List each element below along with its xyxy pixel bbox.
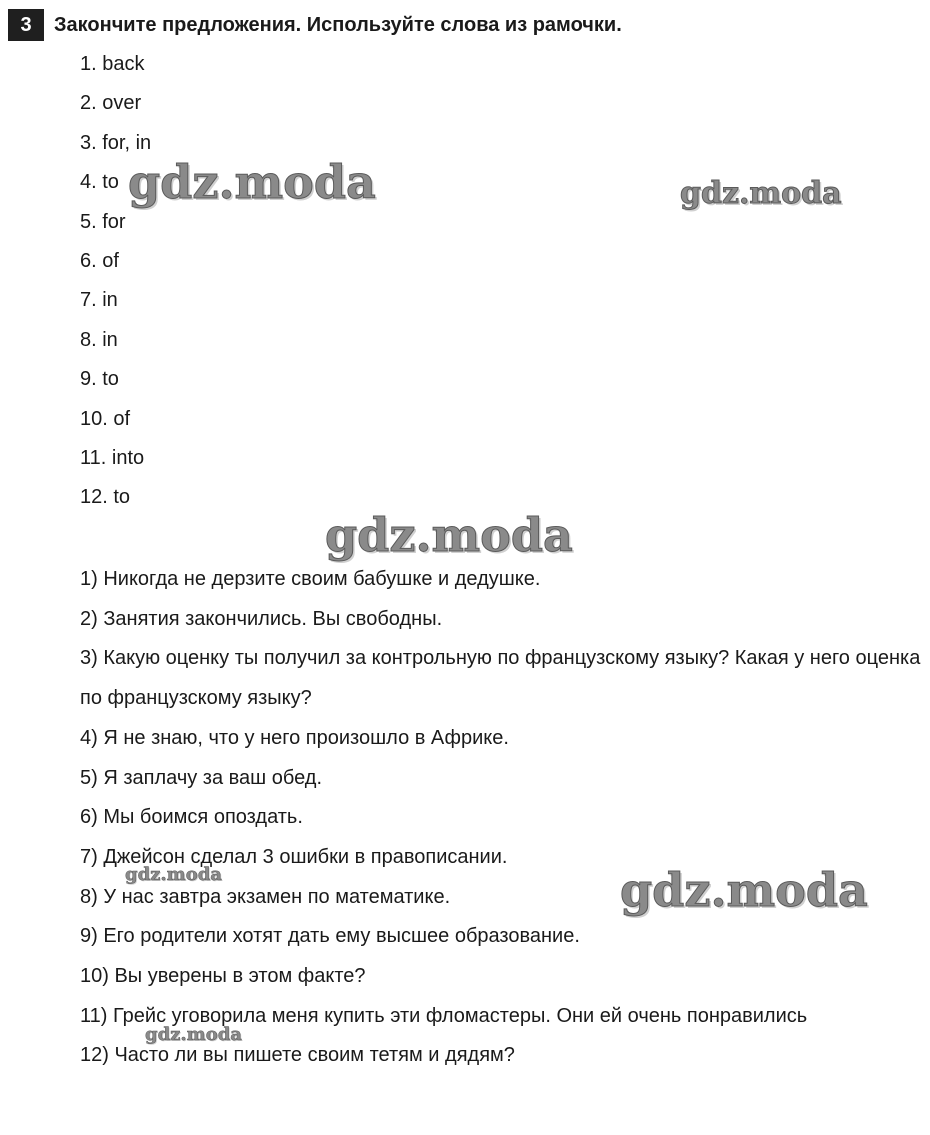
task-header xyxy=(8,9,622,41)
answer-item: 10. of xyxy=(80,407,131,430)
translation-item: 4) Я не знаю, что у него произошло в Африке. xyxy=(80,726,509,749)
watermark-logo: gdz.moda xyxy=(680,176,842,211)
watermark-logo: gdz.moda xyxy=(325,508,573,562)
translations-list xyxy=(80,560,925,1076)
task-title: Закончите предложения. Используйте слова из рамочки. xyxy=(54,13,622,36)
translation-item: 12) Часто ли вы пишете своим тетям и дядям? xyxy=(80,1044,515,1067)
watermark-logo: gdz.moda xyxy=(145,1024,242,1045)
answer-item: 1. back xyxy=(80,53,145,75)
watermark-logo: gdz.moda xyxy=(620,863,868,917)
translation-item: 2) Занятия закончились. Вы свободны. xyxy=(80,607,443,630)
translation-item: 6) Мы боимся опоздать. xyxy=(80,806,303,829)
watermark-logo: gdz.moda xyxy=(128,155,376,209)
translation-item: 1) Никогда не дерзите своим бабушке и дедушке. xyxy=(80,568,541,590)
answer-item: 9. to xyxy=(80,368,119,391)
answer-item: 11. into xyxy=(80,446,145,469)
translation-item: 3) Какую оценку ты получил за контрольную по французскому языку? Какая у него оценка по французскому языку? xyxy=(80,647,921,710)
answer-item: 2. over xyxy=(80,92,142,115)
answer-item: 4. to xyxy=(80,171,119,194)
translation-item: 7) Джейсон сделал 3 ошибки в правописании. xyxy=(80,845,508,868)
answer-item: 12. to xyxy=(80,486,131,509)
watermark-logo: gdz.moda xyxy=(125,864,222,885)
translation-item: 11) Грейс уговорила меня купить эти фломастеры. Они ей очень понравились xyxy=(80,1004,808,1027)
task-number-badge: 3 xyxy=(8,9,44,41)
answer-item: 8. in xyxy=(80,328,118,351)
answers-list xyxy=(80,48,151,521)
translation-item: 9) Его родители хотят дать ему высшее образование. xyxy=(80,925,580,948)
answer-item: 3. for, in xyxy=(80,131,152,154)
answer-item: 6. of xyxy=(80,249,119,272)
translation-item: 8) У нас завтра экзамен по математике. xyxy=(80,885,451,908)
translation-item: 10) Вы уверены в этом факте? xyxy=(80,965,366,988)
translation-item: 5) Я заплачу за ваш обед. xyxy=(80,766,323,789)
answer-item: 5. for xyxy=(80,210,126,233)
answer-item: 7. in xyxy=(80,289,118,312)
